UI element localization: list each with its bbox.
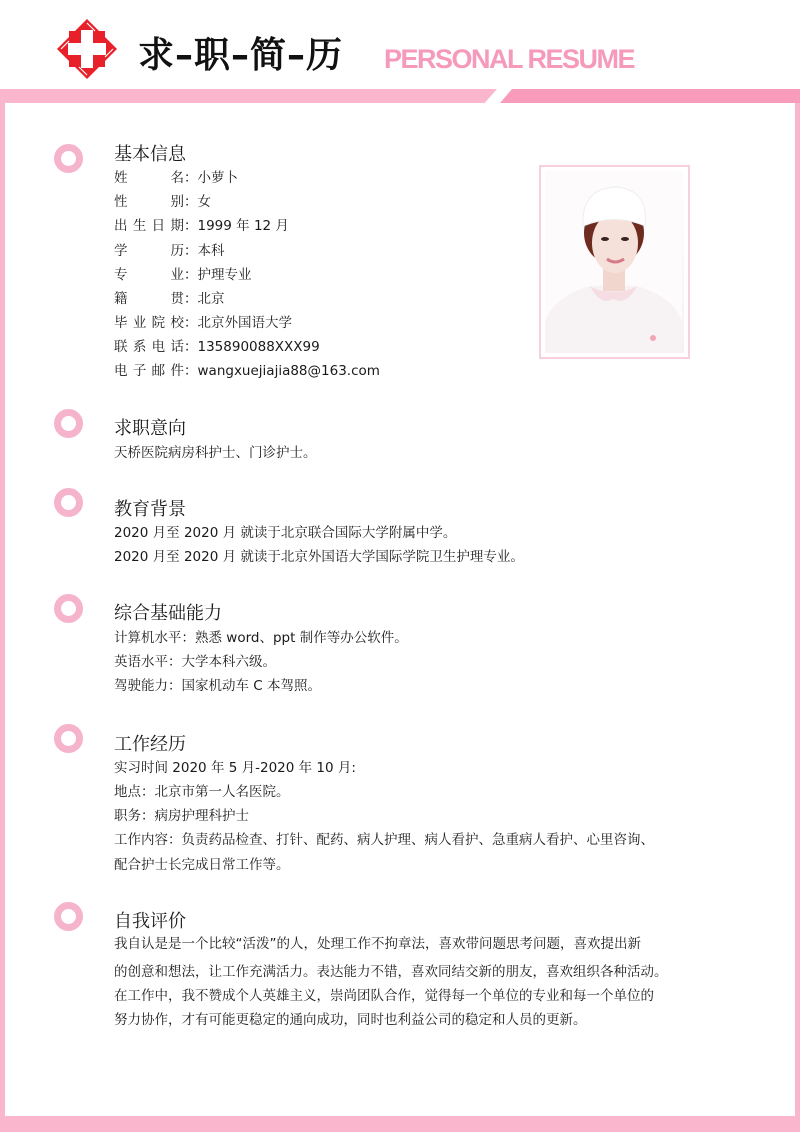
field-label: 专 业 xyxy=(114,267,184,283)
field-hometown: 籍 贯：北京 xyxy=(114,291,225,307)
field-value: 北京 xyxy=(197,291,225,307)
field-major: 专 业：护理专业 xyxy=(114,267,252,283)
field-value: 本科 xyxy=(197,243,225,259)
section-marker-icon xyxy=(54,488,83,517)
section-title: 工作经历 xyxy=(114,734,186,755)
section-title: 自我评价 xyxy=(114,911,186,932)
work-line: 实习时间 2020 年 5 月-2020 年 10 月: xyxy=(114,760,356,776)
field-label: 性 别 xyxy=(114,194,184,210)
section-marker-icon xyxy=(54,902,83,931)
section-title: 教育背景 xyxy=(114,499,186,520)
field-value: 护理专业 xyxy=(197,267,252,283)
self-eval-line: 我自认是是一个比较“活泼”的人，处理工作不拘章法，喜欢带问题思考问题，喜欢提出新 xyxy=(114,936,641,952)
self-eval-line: 在工作中，我不赞成个人英雄主义，崇尚团队合作，觉得每一个单位的专业和每一个单位的 xyxy=(114,988,654,1004)
red-cross-icon xyxy=(55,17,119,81)
section-title: 基本信息 xyxy=(114,144,186,165)
section-title: 求职意向 xyxy=(114,418,186,439)
field-value: wangxuejiajia88@163.com xyxy=(197,363,380,379)
work-line: 配合护士长完成日常工作等。 xyxy=(114,857,290,873)
section-marker-icon xyxy=(54,144,83,173)
frame-left-border xyxy=(0,103,5,1132)
field-value: 女 xyxy=(197,194,211,210)
field-value: 135890088XXX99 xyxy=(197,339,320,355)
field-label: 电子邮件 xyxy=(114,363,184,379)
work-line: 职务：病房护理科护士 xyxy=(114,808,249,824)
field-label: 姓 名 xyxy=(114,170,184,186)
field-degree: 学 历：本科 xyxy=(114,243,225,259)
field-label: 籍 贯 xyxy=(114,291,184,307)
job-intention-text: 天桥医院病房科护士、门诊护士。 xyxy=(114,445,317,461)
field-label: 毕业院校 xyxy=(114,315,184,331)
field-label: 出生日期 xyxy=(114,218,184,234)
frame-bottom-border xyxy=(0,1116,800,1132)
skill-line: 驾驶能力：国家机动车 C 本驾照。 xyxy=(114,678,322,694)
frame-right-border xyxy=(795,103,800,1132)
field-value: 1999 年 12 月 xyxy=(197,218,289,234)
profile-photo xyxy=(545,171,684,353)
skill-line: 英语水平：大学本科六级。 xyxy=(114,654,276,670)
section-marker-icon xyxy=(54,594,83,623)
field-name: 姓 名：小萝卜 xyxy=(114,170,238,186)
field-value: 北京外国语大学 xyxy=(197,315,292,331)
header-band-right xyxy=(500,89,800,103)
self-eval-line: 努力协作，才有可能更稳定的通向成功，同时也利益公司的稳定和人员的更新。 xyxy=(114,1012,587,1028)
education-line: 2020 月至 2020 月 就读于北京外国语大学国际学院卫生护理专业。 xyxy=(114,549,524,565)
field-label: 学 历 xyxy=(114,243,184,259)
nurse-portrait-icon xyxy=(545,171,682,353)
field-school: 毕业院校：北京外国语大学 xyxy=(114,315,292,331)
work-line: 工作内容：负责药品检查、打针、配药、病人护理、病人看护、急重病人看护、心里咨询、 xyxy=(114,832,654,848)
work-line: 地点：北京市第一人名医院。 xyxy=(114,784,290,800)
field-label: 联系电话 xyxy=(114,339,184,355)
skill-line: 计算机水平：熟悉 word、ppt 制作等办公软件。 xyxy=(114,630,408,646)
field-birthdate: 出生日期：1999 年 12 月 xyxy=(114,218,289,234)
self-eval-line: 的创意和想法，让工作充满活力。表达能力不错，喜欢同结交新的朋友，喜欢组织各种活动。 xyxy=(114,964,668,980)
field-email: 电子邮件：wangxuejiajia88@163.com xyxy=(114,363,380,379)
resume-title-en: PERSONAL RESUME xyxy=(384,44,635,74)
profile-photo-frame xyxy=(539,165,690,359)
section-marker-icon xyxy=(54,409,83,438)
education-line: 2020 月至 2020 月 就读于北京联合国际大学附属中学。 xyxy=(114,525,457,541)
field-value: 小萝卜 xyxy=(197,170,238,186)
field-phone: 联系电话：135890088XXX99 xyxy=(114,339,320,355)
section-title: 综合基础能力 xyxy=(114,603,222,624)
resume-header xyxy=(0,0,800,88)
resume-title-cn: 求–职–简–历 xyxy=(138,35,344,76)
section-marker-icon xyxy=(54,724,83,753)
header-band-left xyxy=(0,89,497,103)
field-gender: 性 别：女 xyxy=(114,194,211,210)
